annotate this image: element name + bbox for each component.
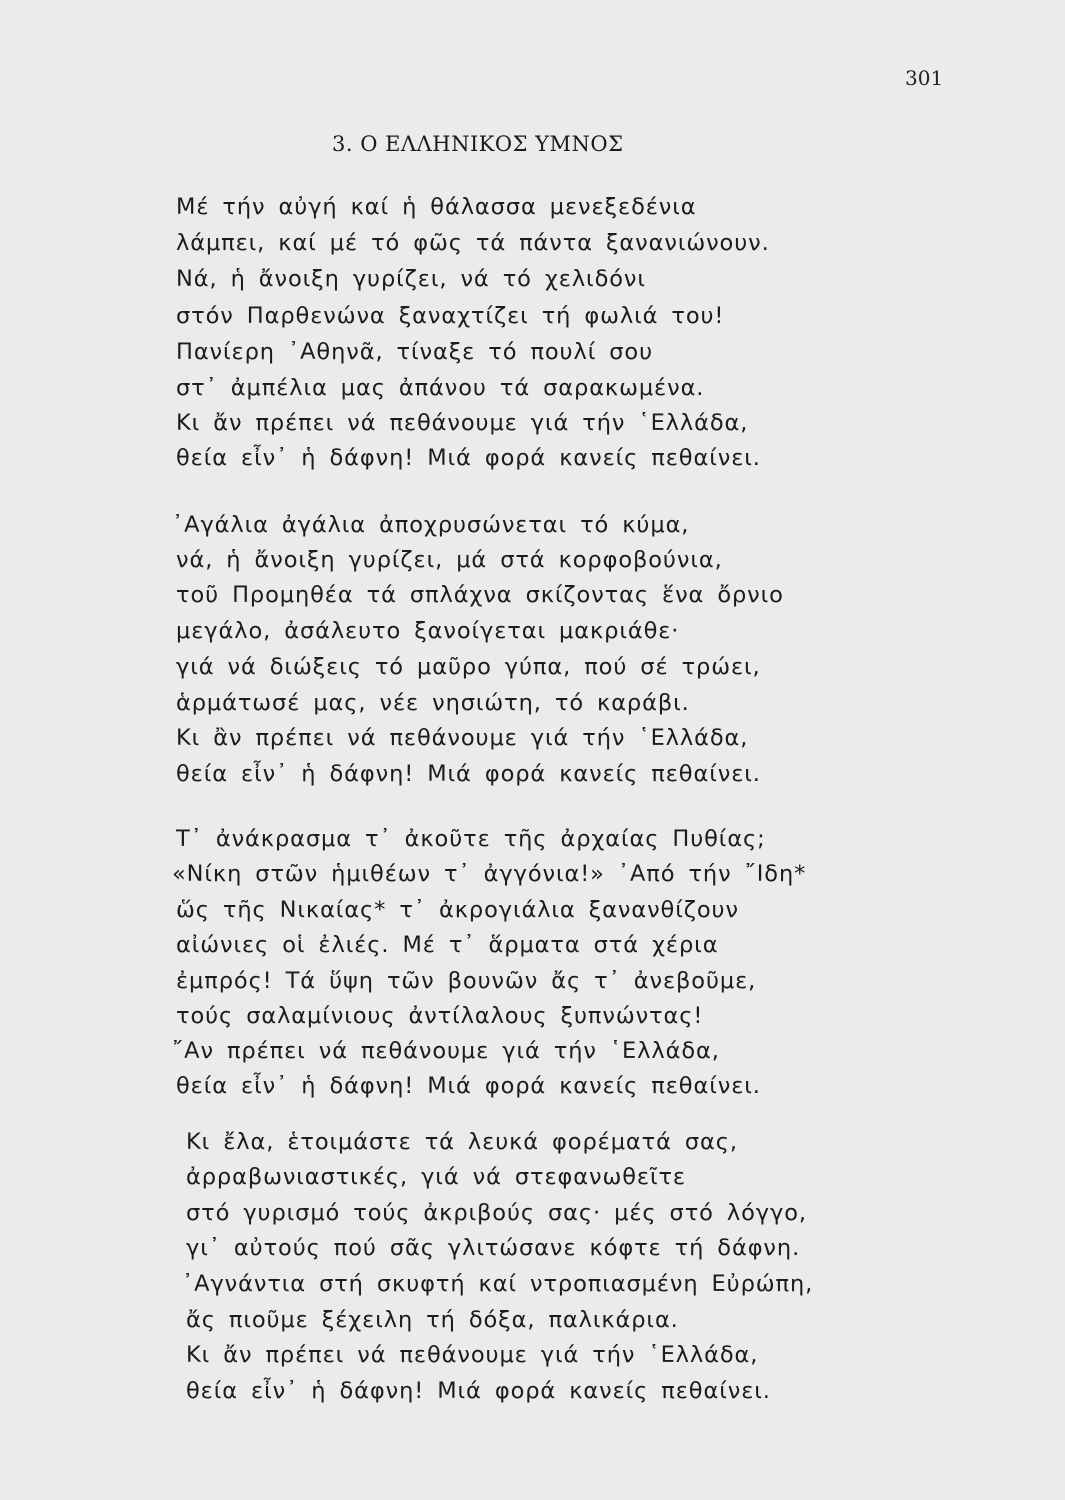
page-number: 301 [905,66,944,90]
verse-line: Κι ἄν πρέπει νά πεθάνουμε γιά τήν ῾Ελλάδα, [186,1342,759,1368]
verse-line: Κι ἂν πρέπει νά πεθάνουμε γιά τήν ῾Ελλάδα, [176,725,749,751]
verse-line: Νά, ἡ ἄνοιξη γυρίζει, νά τό χελιδόνι [176,266,646,292]
poem-title: 3. Ο ΕΛΛΗΝΙΚΟΣ ΥΜΝΟΣ [332,132,624,156]
verse-line: αἰώνιες οἱ ἐλιές. Μέ τ᾿ ἅρματα στά χέρια [176,932,719,958]
verse-line: «Νίκη στῶν ἡμιθέων τ᾿ ἀγγόνια!» ᾿Από τήν ῎Ιδη* [172,861,807,887]
verse-line: θεία εἶν᾿ ἡ δάφνη! Μιά φορά κανείς πεθαίνει. [176,1073,761,1099]
verse-line: στ᾿ ἀμπέλια μας ἀπάνου τά σαρακωμένα. [176,375,705,401]
verse-line: Κι ἔλα, ἑτοιμάστε τά λευκά φορέματά σας, [186,1129,738,1155]
verse-line: ἄς πιοῦμε ξέχειλη τή δόξα, παλικάρια. [186,1307,679,1333]
verse-line: θεία εἶν᾿ ἡ δάφνη! Μιά φορά κανείς πεθαίνει. [176,761,761,787]
verse-line: ᾿Αγάλια ἀγάλια ἀποχρυσώνεται τό κύμα, [172,512,690,538]
verse-line: Πανίερη ᾿Αθηνᾶ, τίναξε τό πουλί σου [176,339,654,365]
verse-line: γι᾿ αὐτούς πού σᾶς γλιτώσανε κόφτε τή δάφνη. [186,1235,801,1261]
verse-line: θεία εἶν᾿ ἡ δάφνη! Μιά φορά κανείς πεθαίνει. [186,1378,771,1404]
verse-line: Κι ἄν πρέπει νά πεθάνουμε γιά τήν ῾Ελλάδα, [176,410,749,436]
verse-line: μεγάλο, ἀσάλευτο ξανοίγεται μακριάθε· [176,618,680,644]
verse-line: λάμπει, καί μέ τό φῶς τά πάντα ξανανιώνουν. [176,230,770,256]
verse-line: ῎Αν πρέπει νά πεθάνουμε γιά τήν ῾Ελλάδα, [172,1038,720,1064]
verse-line: Μέ τήν αὐγή καί ἡ θάλασσα μενεξεδένια [176,194,697,220]
verse-line: στόν Παρθενώνα ξαναχτίζει τή φωλιά του! [176,303,725,329]
verse-line: στό γυρισμό τούς ἀκριβούς σας· μές στό λόγγο, [186,1200,807,1226]
verse-line: τοῦ Προμηθέα τά σπλάχνα σκίζοντας ἕνα ὄρνιο [176,582,784,608]
verse-line: ἁρμάτωσέ μας, νέε νησιώτη, τό καράβι. [176,690,690,716]
verse-line: τούς σαλαμίνιους ἀντίλαλους ξυπνώντας! [176,1003,704,1029]
verse-line: νά, ἡ ἄνοιξη γυρίζει, μά στά κορφοβούνια, [176,547,723,573]
verse-line: θεία εἶν᾿ ἡ δάφνη! Μιά φορά κανείς πεθαίνει. [176,445,761,471]
verse-line: ᾿Αγνάντια στή σκυφτή καί ντροπιασμένη Εὐρώπη, [182,1271,814,1297]
verse-line: ἀρραβωνιαστικές, γιά νά στεφανωθεῖτε [186,1164,686,1190]
verse-line: ὥς τῆς Νικαίας* τ᾿ ἀκρογιάλια ξανανθίζουν [176,897,739,923]
verse-line: Τ᾿ ἀνάκρασμα τ᾿ ἀκοῦτε τῆς ἀρχαίας Πυθίας; [176,826,766,852]
verse-line: γιά νά διώξεις τό μαῦρο γύπα, πού σέ τρώει, [176,654,761,680]
verse-line: ἐμπρός! Τά ὕψη τῶν βουνῶν ἄς τ᾿ ἀνεβοῦμε, [176,968,757,994]
